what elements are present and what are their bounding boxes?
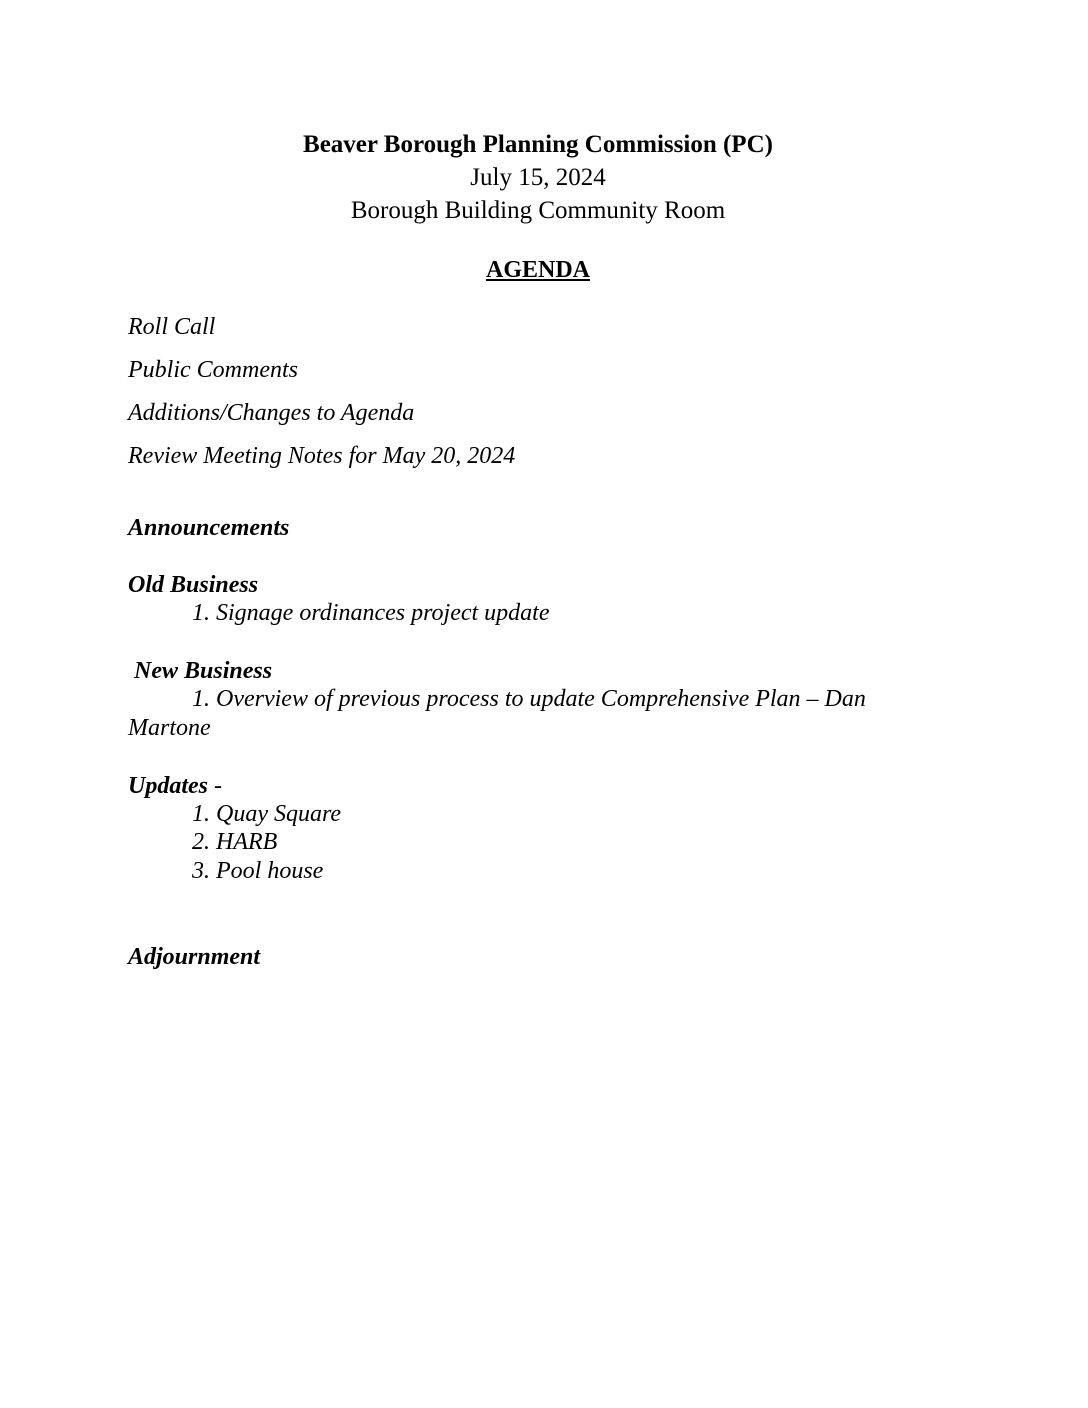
updates-suffix: -	[208, 773, 222, 799]
update-item: 2. HARB	[192, 829, 278, 855]
meeting-date: July 15, 2024	[470, 164, 606, 191]
meeting-location: Borough Building Community Room	[350, 197, 726, 224]
review-meeting-notes: Review Meeting Notes for May 20, 2024	[128, 443, 516, 469]
adjournment-heading: Adjournment	[128, 944, 261, 970]
roll-call: Roll Call	[128, 314, 216, 340]
public-comments: Public Comments	[128, 357, 298, 383]
update-item: 1. Quay Square	[192, 801, 342, 827]
updates-heading-line	[128, 772, 222, 800]
new-business-item: 1. Overview of previous process to update Comprehensive Plan – Dan	[192, 686, 866, 712]
document-title: Beaver Borough Planning Commission (PC)	[303, 131, 773, 158]
announcements-heading: Announcements	[128, 515, 290, 541]
old-business-item: 1. Signage ordinances project update	[192, 600, 550, 626]
new-business-heading: New Business	[134, 658, 273, 684]
agenda-heading: AGENDA	[485, 257, 590, 283]
new-business-item-continued: Martone	[128, 715, 211, 741]
update-item: 3. Pool house	[192, 858, 324, 884]
old-business-heading: Old Business	[128, 572, 259, 598]
updates-heading: Updates	[128, 773, 208, 799]
additions-changes: Additions/Changes to Agenda	[128, 400, 415, 426]
